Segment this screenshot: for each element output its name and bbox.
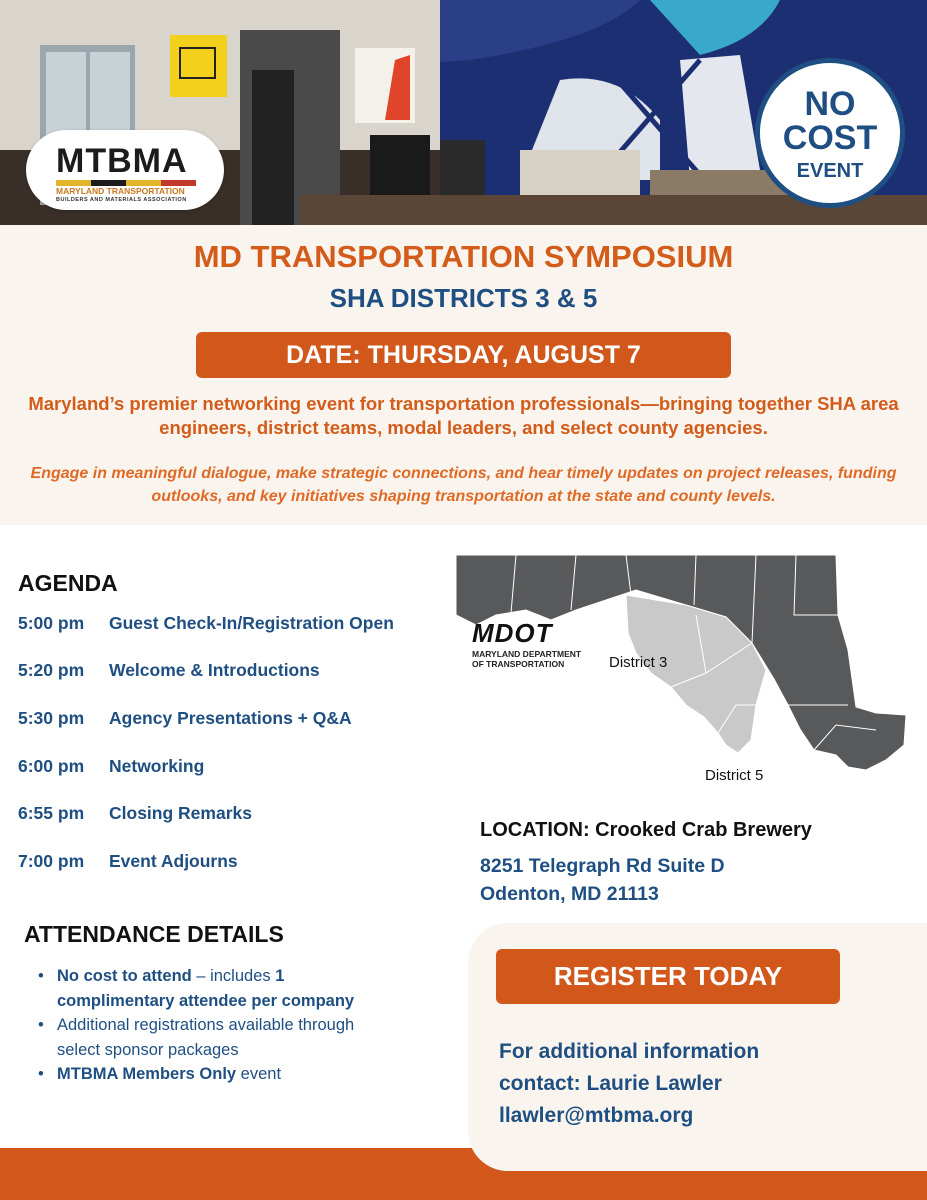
event-subtitle: SHA DISTRICTS 3 & 5 — [329, 283, 598, 313]
intro-section — [0, 225, 927, 525]
agenda-label: Closing Remarks — [109, 803, 252, 823]
mtbma-logo — [26, 130, 224, 210]
contact-line1: For additional information — [499, 1040, 760, 1063]
event-title: MD TRANSPORTATION SYMPOSIUM — [193, 239, 734, 274]
attendance-item-bold: MTBMA Members Only — [57, 1065, 237, 1083]
attendance-item-text: Additional registrations available through select sponsor packages — [57, 1016, 355, 1059]
mdot-wordmark: MDOT — [472, 618, 553, 648]
badge-line1: NO — [804, 85, 856, 123]
contact-line2: contact: Laurie Lawler — [499, 1072, 722, 1095]
agenda-item — [18, 613, 394, 634]
agenda-label: Event Adjourns — [109, 851, 238, 871]
district-3-label: District 3 — [609, 654, 668, 671]
attendance-list — [38, 964, 358, 1087]
agenda-item — [18, 660, 320, 681]
mdot-name-line2: OF TRANSPORTATION — [472, 659, 565, 669]
location-heading: LOCATION: Crooked Crab Brewery — [480, 819, 812, 841]
agenda-heading: AGENDA — [18, 570, 118, 596]
mdot-logo — [472, 618, 602, 669]
location-address-line1: 8251 Telegraph Rd Suite D — [480, 855, 725, 877]
badge-line3: EVENT — [796, 160, 864, 182]
mdot-name-line1: MARYLAND DEPARTMENT — [472, 649, 582, 659]
logo-subtagline: BUILDERS AND MATERIALS ASSOCIATION — [56, 197, 187, 203]
hero-photo — [0, 0, 927, 225]
district-5-label: District 5 — [705, 767, 764, 784]
agenda-time: 6:55 pm — [18, 803, 85, 823]
event-date-banner: DATE: THURSDAY, AUGUST 7 — [196, 332, 731, 378]
attendance-item-text: event — [236, 1065, 282, 1083]
agenda-label: Networking — [109, 756, 205, 776]
no-cost-badge — [755, 58, 905, 208]
maryland-district-map — [456, 555, 911, 790]
attendance-item — [38, 1062, 358, 1087]
agenda-item — [18, 803, 252, 824]
bullet-icon: • — [38, 1065, 44, 1083]
register-today-button[interactable]: REGISTER TODAY — [496, 949, 840, 1004]
agenda-time: 5:30 pm — [18, 708, 85, 728]
bullet-icon: • — [38, 967, 44, 985]
attendance-item-bold: No cost to attend — [57, 967, 192, 985]
attendance-item-text: – includes — [191, 967, 276, 985]
agenda-time: 6:00 pm — [18, 756, 85, 776]
location-address-line2: Odenton, MD 21113 — [480, 883, 659, 905]
agenda-item — [18, 708, 352, 729]
attendance-heading: ATTENDANCE DETAILS — [24, 921, 284, 947]
logo-wordmark: MTBMA — [56, 142, 188, 180]
agenda-label: Welcome & Introductions — [109, 660, 320, 680]
agenda-time: 7:00 pm — [18, 851, 85, 871]
agenda-item — [18, 851, 238, 872]
agenda-item — [18, 756, 204, 777]
contact-info — [499, 1036, 759, 1132]
logo-tagline: MARYLAND TRANSPORTATION — [56, 186, 185, 196]
event-details-italic: Engage in meaningful dialogue, make strategic connections, and hear timely updates on project releases, funding outlooks, and key initiatives shaping transportation at the state and county levels. — [30, 465, 897, 505]
event-description: Maryland’s premier networking event for transportation professionals—bringing together SHA area engineers, district teams, modal leaders, and select county agencies. — [28, 393, 899, 438]
bullet-icon: • — [38, 1016, 44, 1034]
attendance-item-bold2: 1 complimentary attendee per company — [57, 967, 355, 1010]
agenda-time: 5:00 pm — [18, 613, 85, 633]
attendance-item — [38, 1013, 358, 1062]
contact-email-link[interactable]: llawler@mtbma.org — [499, 1104, 694, 1127]
agenda-label: Guest Check-In/Registration Open — [109, 613, 394, 633]
badge-line2: COST — [782, 119, 878, 157]
agenda-time: 5:20 pm — [18, 660, 85, 680]
agenda-label: Agency Presentations + Q&A — [109, 708, 352, 728]
attendance-item — [38, 964, 358, 1013]
